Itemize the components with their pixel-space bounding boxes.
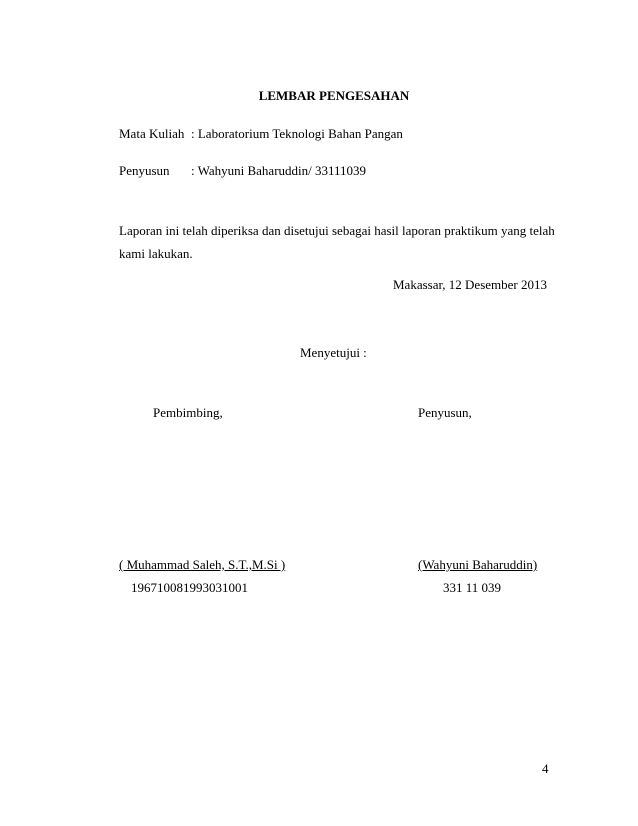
approval-heading: Menyetujui : (300, 345, 367, 360)
supervisor-role: Pembimbing, (153, 405, 223, 420)
page-number: 4 (542, 761, 549, 776)
supervisor-id: 196710081993031001 (131, 580, 248, 595)
field-value-mata-kuliah: : Laboratorium Teknologi Bahan Pangan (191, 126, 403, 141)
paragraph-line-1: Laporan ini telah diperiksa dan disetujui sebagai hasil laporan praktikum yang telah (119, 223, 555, 238)
author-name: (Wahyuni Baharuddin) (418, 557, 538, 572)
field-label-mata-kuliah: Mata Kuliah (119, 126, 185, 141)
paragraph-line-2: kami lakukan. (119, 246, 193, 261)
author-id: 331 11 039 (443, 580, 502, 595)
field-label-penyusun: Penyusun (119, 163, 170, 178)
author-role: Penyusun, (418, 405, 472, 420)
place-date: Makassar, 12 Desember 2013 (393, 277, 547, 292)
field-value-penyusun: : Wahyuni Baharuddin/ 33111039 (191, 163, 367, 178)
page-title: LEMBAR PENGESAHAN (258, 88, 410, 103)
supervisor-name: ( Muhammad Saleh, S.T.,M.Si ) (119, 557, 286, 572)
